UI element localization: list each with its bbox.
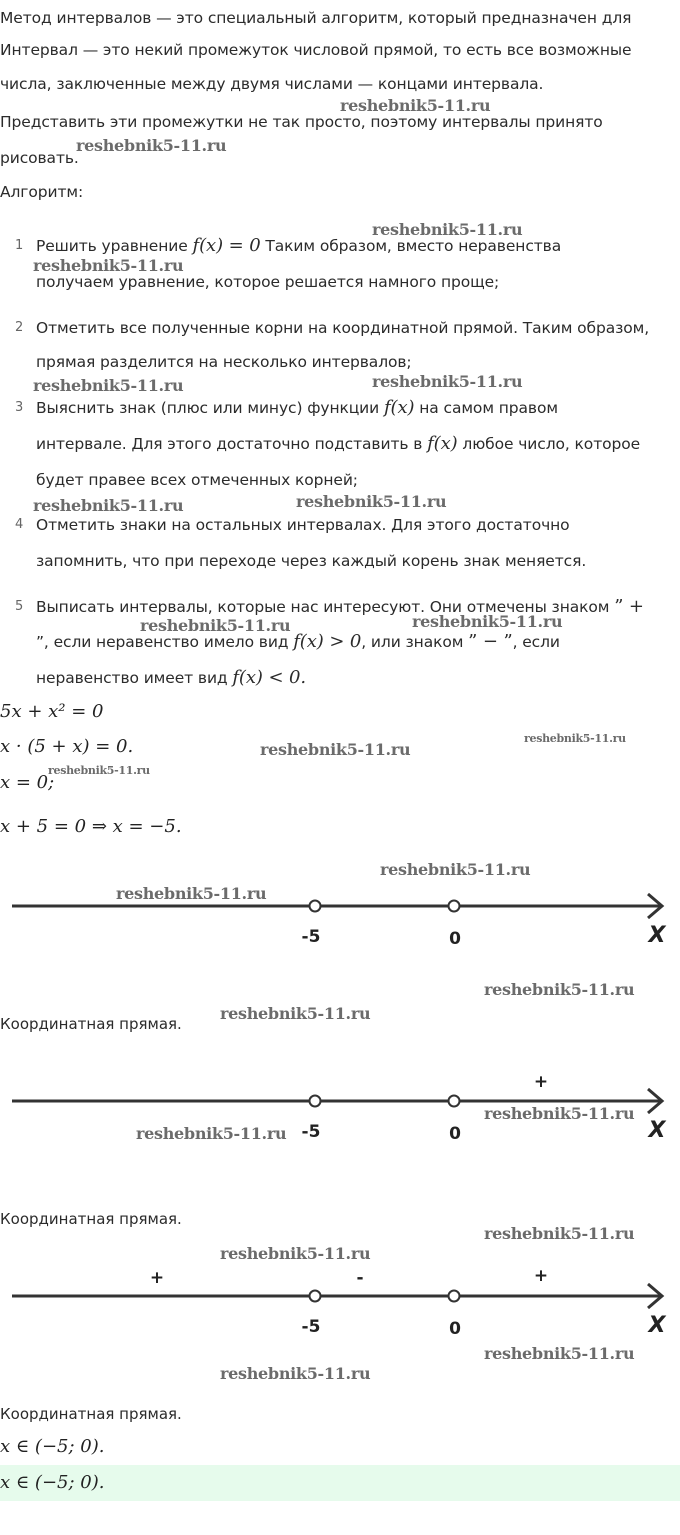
- step-2-line-1: Отметить все полученные корни на координатной прямой. Таким образом,: [36, 319, 650, 337]
- step-number: 4: [15, 517, 24, 532]
- number-line-1: [0, 885, 680, 955]
- watermark: reshebnik5-11.ru: [524, 732, 626, 745]
- intro-line-2: Интервал — это некий промежуток числовой прямой, то есть все возможные: [0, 41, 632, 59]
- root-point: [310, 1096, 321, 1107]
- step-4-line-1: Отметить знаки на остальных интервалах. Для этого достаточно: [36, 516, 570, 534]
- step-3-line-1: Выяснить знак (плюс или минус) функции f(x) на самом правом: [36, 397, 558, 418]
- step-4-line-2: запомнить, что при переходе через каждый корень знак меняется.: [36, 552, 587, 570]
- axis-variable: X: [648, 1118, 666, 1143]
- equation-2: x · (5 + x) = 0.: [0, 736, 134, 757]
- step-1-line-2: получаем уравнение, которое решается намного проще;: [36, 273, 500, 291]
- watermark: reshebnik5-11.ru: [412, 612, 563, 631]
- step-number: 5: [15, 599, 24, 614]
- watermark: reshebnik5-11.ru: [484, 1224, 635, 1243]
- step-number: 3: [15, 400, 24, 415]
- watermark: reshebnik5-11.ru: [220, 1004, 371, 1023]
- step-number: 2: [15, 320, 24, 335]
- axis-variable: X: [648, 1313, 666, 1338]
- sign-plus: +: [533, 1072, 549, 1092]
- equation-4: x + 5 = 0 ⇒ x = −5.: [0, 816, 182, 837]
- step-5-line-2: ”, если неравенство имело вид f(x) > 0, или знаком ” − ”, если: [36, 631, 560, 652]
- step-3-line-2: интервале. Для этого достаточно подставить в f(x) любое число, которое: [36, 433, 641, 454]
- watermark: reshebnik5-11.ru: [140, 616, 291, 635]
- axis-variable: X: [648, 923, 666, 948]
- answer-text: x ∈ (−5; 0).: [0, 1436, 105, 1457]
- root-label: -5: [301, 1317, 321, 1337]
- intro-line-4: Представить эти промежутки не так просто, поэтому интервалы принято: [0, 113, 603, 131]
- step-1-line-1: Решить уравнение f(x) = 0 Таким образом, вместо неравенства: [36, 235, 562, 256]
- root-point: [310, 901, 321, 912]
- watermark: reshebnik5-11.ru: [380, 860, 531, 879]
- watermark: reshebnik5-11.ru: [484, 980, 635, 999]
- figure-caption: Координатная прямая.: [0, 1405, 182, 1423]
- root-label: 0: [449, 1124, 461, 1144]
- intro-line-5: рисовать.: [0, 149, 79, 167]
- watermark: reshebnik5-11.ru: [260, 740, 411, 759]
- root-point: [449, 901, 460, 912]
- sign-plus: +: [533, 1266, 549, 1286]
- root-point: [449, 1096, 460, 1107]
- watermark: reshebnik5-11.ru: [33, 376, 184, 395]
- root-label: -5: [301, 927, 321, 947]
- step-2-line-2: прямая разделится на несколько интервалов;: [36, 353, 412, 371]
- root-point: [449, 1291, 460, 1302]
- intro-line-1: Метод интервалов — это специальный алгоритм, который предназначен для: [0, 9, 632, 27]
- step-5-line-3: неравенство имеет вид f(x) < 0.: [36, 667, 307, 688]
- root-label: 0: [449, 1319, 461, 1339]
- watermark: reshebnik5-11.ru: [76, 136, 227, 155]
- step-number: 1: [15, 238, 24, 253]
- root-point: [310, 1291, 321, 1302]
- step-3-line-3: будет правее всех отмеченных корней;: [36, 471, 358, 489]
- algorithm-title: Алгоритм:: [0, 183, 84, 201]
- watermark: reshebnik5-11.ru: [484, 1344, 635, 1363]
- watermark: reshebnik5-11.ru: [136, 1124, 287, 1143]
- watermark: reshebnik5-11.ru: [48, 764, 150, 777]
- watermark: reshebnik5-11.ru: [116, 884, 267, 903]
- number-line-3: [0, 1263, 680, 1343]
- watermark: reshebnik5-11.ru: [220, 1364, 371, 1383]
- answer-highlighted: x ∈ (−5; 0).: [0, 1472, 105, 1493]
- watermark: reshebnik5-11.ru: [484, 1104, 635, 1123]
- watermark: reshebnik5-11.ru: [296, 492, 447, 511]
- root-label: -5: [301, 1122, 321, 1142]
- sign-plus: +: [149, 1268, 165, 1288]
- figure-caption: Координатная прямая.: [0, 1210, 182, 1228]
- root-label: 0: [449, 929, 461, 949]
- sign-minus: -: [356, 1268, 364, 1288]
- watermark: reshebnik5-11.ru: [372, 220, 523, 239]
- watermark: reshebnik5-11.ru: [220, 1244, 371, 1263]
- equation-1: 5x + x² = 0: [0, 701, 104, 722]
- step-5-line-1: Выписать интервалы, которые нас интересуют. Они отмечены знаком ” +: [36, 596, 644, 617]
- watermark: reshebnik5-11.ru: [340, 96, 491, 115]
- figure-caption: Координатная прямая.: [0, 1015, 182, 1033]
- intro-line-3: числа, заключенные между двумя числами — концами интервала.: [0, 75, 544, 93]
- watermark: reshebnik5-11.ru: [372, 372, 523, 391]
- watermark: reshebnik5-11.ru: [33, 496, 184, 515]
- watermark: reshebnik5-11.ru: [33, 256, 184, 275]
- equation-3: x = 0;: [0, 772, 55, 793]
